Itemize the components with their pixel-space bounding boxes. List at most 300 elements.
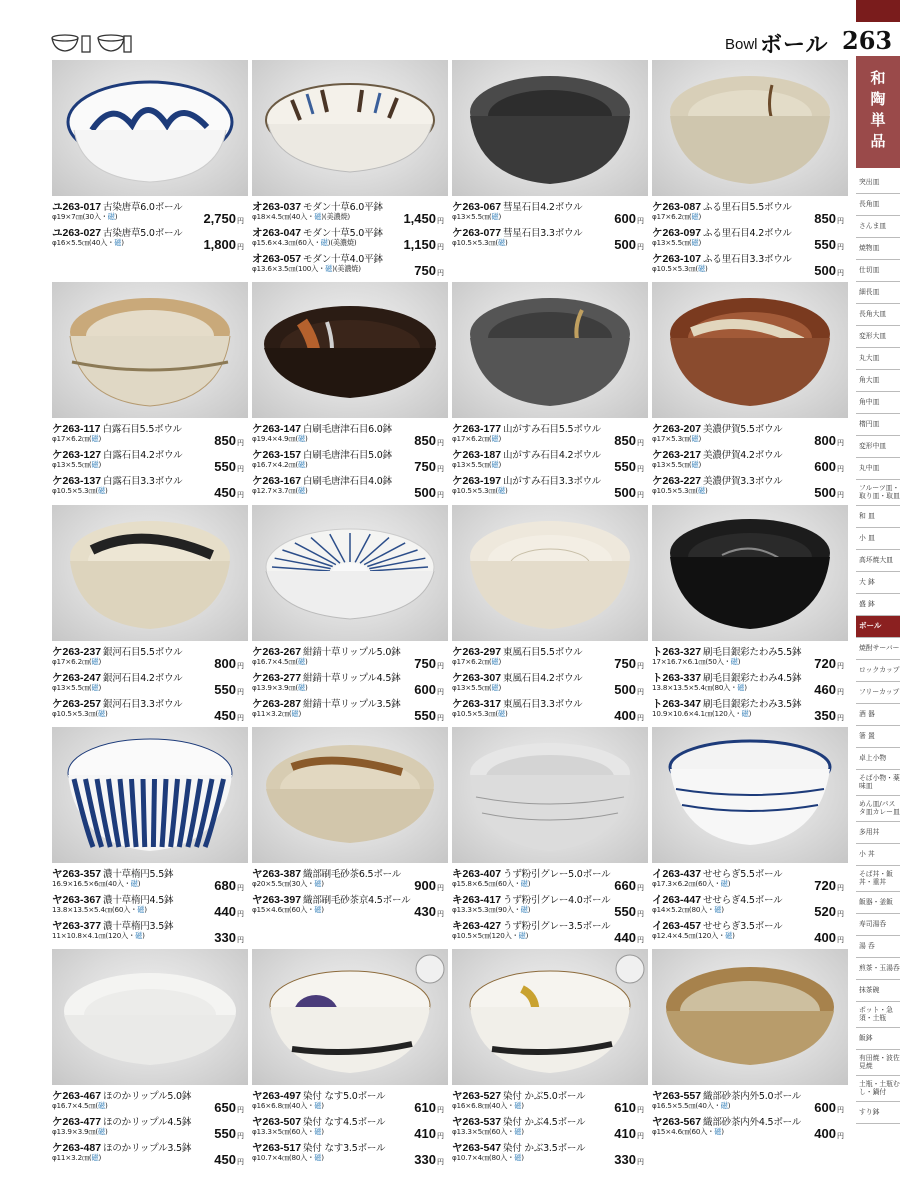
product-photo [452,505,648,641]
material-tag: 磁 [491,212,499,221]
product-name: 古染唐草5.0ボール [103,228,183,239]
material-tag: 磁 [498,238,505,247]
product-spec-line [52,905,248,918]
product-code: ケ263-137 [52,475,102,487]
nav-item[interactable]: 大 鉢 [856,572,900,594]
bowl-image [652,60,848,196]
product-name: ふる里石目4.2ボウル [703,228,792,239]
product-code: ケ263-147 [252,423,302,435]
nav-item[interactable]: ロックカップ [856,660,900,682]
material-tag: 磁 [691,238,699,247]
product-code: ヤ263-377 [52,920,102,932]
product-spec: φ10.7×4㎝(80入・磁) [452,1153,524,1162]
bowl-outline-icon [48,32,132,54]
product-price: 750円 [414,656,444,671]
material-tag: 磁 [314,1153,322,1162]
product-price: 610円 [414,1100,444,1115]
product-price: 600円 [414,682,444,697]
product-price: 450円 [214,708,244,723]
product-name: 彗星石目3.3ボウル [503,228,583,239]
product-spec: φ13×5.5㎝(磁) [652,460,702,469]
product-photo [452,949,648,1085]
nav-item[interactable]: 酒 器 [856,704,900,726]
product-cell [52,949,248,1166]
material-tag: 磁 [741,709,749,718]
product-spec: 17×16.7×6.1㎝(50入・磁) [652,657,741,666]
product-spec-line [652,709,848,722]
product-spec-line [52,931,248,944]
category-title: ボール [760,32,829,58]
bowl-type-icons [48,32,132,54]
product-code: ヤ263-397 [252,894,302,906]
product-code: ト263-337 [652,672,702,684]
product-spec: φ13×5.5㎝(磁) [52,460,102,469]
nav-item[interactable]: 煎茶・玉湯呑 [856,958,900,980]
nav-item[interactable]: 突出皿 [856,172,900,194]
material-tag: 磁 [137,905,145,914]
product-price: 450円 [214,1152,244,1167]
product-spec: φ17×6.2㎝(磁) [652,212,702,221]
product-cell [652,505,848,722]
nav-item[interactable]: 細長皿 [856,282,900,304]
product-price: 550円 [614,459,644,474]
material-tag: 磁 [91,460,99,469]
product-price: 550円 [214,459,244,474]
product-code: ケ263-077 [452,227,502,239]
nav-item[interactable]: 丸中皿 [856,458,900,480]
product-name: ほのかリップル4.5鉢 [103,1117,192,1128]
material-tag: 磁 [298,486,305,495]
material-tag: 磁 [714,905,722,914]
nav-item[interactable]: 丸大皿 [856,348,900,370]
product-spec: φ19×7㎝(30入・磁) [52,212,118,221]
product-name: 東風石目4.2ボウル [503,673,583,684]
product-photo [252,282,448,418]
product-spec: φ14×5.2㎝(80入・磁) [652,905,724,914]
category-english: Bowl [725,36,758,53]
product-code: ヤ263-387 [252,868,302,880]
product-price: 460円 [814,682,844,697]
product-code: ケ263-317 [452,698,502,710]
product-cell [52,282,248,499]
product-code: オ263-057 [252,253,302,265]
product-spec: φ15×4.6㎝(60入・磁) [652,1127,724,1136]
product-price: 400円 [614,708,644,723]
nav-item[interactable]: すり鉢 [856,1102,900,1124]
product-spec-line [252,905,448,918]
product-spec-line [452,212,648,225]
nav-item[interactable]: 楕円皿 [856,414,900,436]
product-name: 白刷毛唐津石目4.0鉢 [303,476,392,487]
product-price: 500円 [614,237,644,252]
product-name: 染付 なす4.5ボール [303,1117,386,1128]
product-spec: φ10.5×5.3㎝(磁) [452,486,508,495]
material-tag: 磁 [298,657,305,666]
nav-item[interactable]: 変形中皿 [856,436,900,458]
product-code: ヤ263-517 [252,1142,302,1154]
product-name: 東風石目3.3ボウル [503,699,583,710]
product-price: 720円 [814,878,844,893]
product-spec: φ15.6×4.3㎝(60入・磁)(美濃焼) [252,238,357,247]
product-name: 美濃伊賀3.3ボウル [703,476,783,487]
nav-item[interactable]: 高坏焼大皿 [856,550,900,572]
product-name: ふる里石目5.5ボウル [703,202,792,213]
nav-item[interactable]: 抹茶碗 [856,980,900,1002]
nav-item[interactable]: 小 丼 [856,844,900,866]
product-photo [252,727,448,863]
nav-item[interactable]: 長角大皿 [856,304,900,326]
nav-item[interactable]: さんま皿 [856,216,900,238]
product-code: イ263-447 [652,894,702,906]
product-price: 330円 [614,1152,644,1167]
product-name: うず粉引グレー5.0ボール [503,869,611,880]
product-price: 440円 [614,930,644,945]
material-tag: 磁 [498,486,505,495]
product-name: 織部刷毛砂茶京4.5ボール [303,895,411,906]
material-tag: 磁 [114,238,122,247]
product-code: ケ263-307 [452,672,502,684]
product-price: 500円 [614,682,644,697]
product-spec: φ10.5×5.3㎝(磁) [652,264,708,273]
material-tag: 磁 [107,212,115,221]
product-spec-line [252,460,448,473]
product-price: 1,450円 [403,211,444,226]
product-spec-line [652,434,848,447]
product-photo [652,727,848,863]
product-code: ヤ263-567 [652,1116,702,1128]
product-code: ケ263-087 [652,201,702,213]
nav-item[interactable]: 角大皿 [856,370,900,392]
product-spec-line [652,905,848,918]
product-code: ケ263-197 [452,475,502,487]
product-name: 銀河石目3.3ボウル [103,699,183,710]
product-spec-line [252,264,448,277]
product-name: モダン十草5.0平鉢 [303,228,383,239]
bowl-image [252,727,448,863]
product-photo [452,282,648,418]
product-spec: φ15×4.6㎝(60入・磁) [252,905,324,914]
nav-item[interactable]: 変形大皿 [856,326,900,348]
product-price: 440円 [214,904,244,919]
bowl-image [452,949,648,1085]
nav-item[interactable]: 湯 呑 [856,936,900,958]
nav-item[interactable]: 焼物皿 [856,238,900,260]
product-code: ケ263-127 [52,449,102,461]
product-price: 850円 [614,433,644,448]
product-spec: φ13×5.5㎝(磁) [652,238,702,247]
product-spec: φ10.5×5.3㎝(磁) [452,709,508,718]
product-spec-line [452,434,648,447]
product-code: ト263-347 [652,698,702,710]
product-spec: φ17×5.3㎝(磁) [652,434,702,443]
nav-item[interactable]: フリーカップ [856,682,900,704]
product-spec: 16.9×16.5×6㎝(40入・磁) [52,879,141,888]
product-price: 550円 [614,904,644,919]
material-tag: 磁 [298,434,305,443]
product-code: ケ263-297 [452,646,502,658]
bowl-image [652,727,848,863]
product-price: 750円 [614,656,644,671]
product-price: 750円 [414,459,444,474]
nav-item[interactable]: フルーツ皿・取り皿・取皿 [856,480,900,506]
bowl-image [452,727,648,863]
material-tag: 磁 [314,905,322,914]
product-name: 山がすみ石目3.3ボウル [503,476,601,487]
nav-item[interactable]: ポット・急須・土瓶 [856,1002,900,1028]
product-code: ケ263-067 [452,201,502,213]
product-code: ト263-327 [652,646,702,658]
product-price: 610円 [614,1100,644,1115]
product-code: ケ263-187 [452,449,502,461]
product-photo [52,60,248,196]
product-name: 織部砂茶内外4.5ボール [703,1117,802,1128]
product-spec: φ16.7×4.5㎝(磁) [252,657,308,666]
product-code: ケ263-267 [252,646,302,658]
product-name: 織部砂茶内外5.0ボール [703,1091,802,1102]
product-spec-line [52,1153,248,1166]
product-spec-line [52,1127,248,1140]
product-spec: φ10.7×4㎝(80入・磁) [252,1153,324,1162]
section-title-vertical: 和陶単品 [856,56,900,168]
nav-item[interactable]: 飯鉢 [856,1028,900,1050]
product-code: オ263-047 [252,227,302,239]
material-tag: 磁 [314,212,322,221]
product-name: 刷毛目銀彩たわみ3.5鉢 [703,699,802,710]
nav-item[interactable]: 角中皿 [856,392,900,414]
product-spec: φ10.5×5.3㎝(磁) [52,709,108,718]
nav-item[interactable]: 卓上小物 [856,748,900,770]
product-cell [252,60,448,277]
product-cell [652,60,848,277]
nav-item[interactable]: 長角皿 [856,194,900,216]
product-spec-line [652,1127,848,1140]
product-spec: φ18×4.5㎝(40入・磁)(美濃焼) [252,212,351,221]
bowl-image [52,727,248,863]
page-number: 263 [842,26,893,55]
material-tag: 磁 [91,434,99,443]
product-spec-line [52,709,248,722]
material-tag: 磁 [298,460,305,469]
product-spec-line [52,1101,248,1114]
material-tag: 磁 [730,657,738,666]
nav-item[interactable]: 有田焼・波佐見焼 [856,1050,900,1076]
bowl-image [252,60,448,196]
material-tag: 磁 [514,1127,522,1136]
product-spec-line [52,657,248,670]
nav-item[interactable]: 多用丼 [856,822,900,844]
product-price: 850円 [814,211,844,226]
product-name: モダン十草4.0平鉢 [303,254,383,265]
material-tag: 磁 [514,1101,522,1110]
product-cell [452,505,648,722]
product-spec: φ12.7×3.7㎝(磁) [252,486,308,495]
product-spec: φ11×3.2㎝(磁) [252,709,302,718]
product-cell [652,727,848,944]
product-code: キ263-427 [452,920,502,932]
product-code: ヤ263-537 [452,1116,502,1128]
product-price: 520円 [814,904,844,919]
product-price: 660円 [614,878,644,893]
product-cell [252,282,448,499]
nav-item[interactable]: 仕切皿 [856,260,900,282]
product-spec: φ17.3×6.2㎝(60入・磁) [652,879,731,888]
product-name: ふる里石目3.3ボウル [703,254,792,265]
nav-item[interactable]: 土瓶・土瓶むし・鍋付 [856,1076,900,1102]
product-name: 白露石目5.5ボウル [102,424,182,435]
product-name: 紺錆十草リップル3.5鉢 [303,699,401,710]
product-name: 濃十草楕円3.5鉢 [103,921,174,932]
product-spec: φ19.4×4.9㎝(磁) [252,434,308,443]
product-price: 500円 [814,263,844,278]
product-spec-line [652,931,848,944]
nav-item[interactable]: そば丼・飯丼・重丼 [856,866,900,892]
product-price: 430円 [414,904,444,919]
material-tag: 磁 [298,683,305,692]
product-price: 680円 [214,878,244,893]
product-cell [52,505,248,722]
material-tag: 磁 [691,212,699,221]
product-spec: φ13.3×5.3㎝(90入・磁) [452,905,531,914]
product-code: ケ263-107 [652,253,702,265]
product-code: ケ263-467 [52,1090,102,1102]
product-price: 600円 [814,459,844,474]
nav-item[interactable]: 盛 鉢 [856,594,900,616]
product-name: ほのかリップル3.5鉢 [103,1143,192,1154]
product-price: 500円 [814,485,844,500]
nav-item[interactable]: 和 皿 [856,506,900,528]
nav-item[interactable]: 寿司湯呑 [856,914,900,936]
product-cell [252,727,448,918]
product-code: ケ263-247 [52,672,102,684]
product-name: 染付 かぶ3.5ボール [503,1143,586,1154]
product-name: 白露石目4.2ボウル [103,450,183,461]
bowl-image [252,282,448,418]
product-code: ケ263-287 [252,698,302,710]
product-code: キ263-417 [452,894,502,906]
product-cell [452,282,648,499]
bowl-image [252,505,448,641]
product-name: 紺錆十草リップル4.5鉢 [303,673,401,684]
product-spec-line [252,879,448,892]
product-spec: φ11×3.2㎝(磁) [52,1153,102,1162]
bowl-image [52,505,248,641]
nav-item[interactable]: 箸 置 [856,726,900,748]
material-tag: 磁 [520,879,528,888]
product-cell [452,949,648,1166]
product-spec-line [652,486,848,499]
product-photo [52,505,248,641]
product-code: ヤ263-507 [252,1116,302,1128]
product-photo [52,949,248,1085]
material-tag: 磁 [491,460,499,469]
product-name: 彗星石目4.2ボウル [503,202,583,213]
material-tag: 磁 [325,264,333,273]
product-name: 濃十草楕円5.5鉢 [103,869,174,880]
material-tag: 磁 [725,931,733,940]
product-spec-line [252,657,448,670]
nav-item[interactable]: 小 皿 [856,528,900,550]
product-name: 刷毛目銀彩たわみ4.5鉢 [703,673,802,684]
product-spec: φ13.9×3.9㎝(磁) [52,1127,108,1136]
material-tag: 磁 [714,1127,722,1136]
bowl-image [52,949,248,1085]
nav-item[interactable]: めん皿/パスタ皿カレー皿 [856,796,900,822]
product-code: ケ263-477 [52,1116,102,1128]
product-name: 東風石目5.5ボウル [503,647,583,658]
product-photo [252,949,448,1085]
product-spec-line [52,434,248,447]
product-code: ユ263-027 [52,227,102,239]
product-spec: φ17×6.2㎝(磁) [52,434,102,443]
bowl-image [452,505,648,641]
nav-item[interactable]: 飯器・釜飯 [856,892,900,914]
material-tag: 磁 [514,1153,522,1162]
product-code: ケ263-277 [252,672,302,684]
product-code: ケ263-237 [52,646,102,658]
product-photo [652,949,848,1085]
product-spec: φ17×6.2㎝(磁) [452,434,502,443]
product-code: ケ263-217 [652,449,702,461]
product-code: ヤ263-497 [252,1090,302,1102]
product-name: うず粉引グレー3.5ボール [503,921,611,932]
product-price: 410円 [414,1126,444,1141]
nav-item[interactable]: そば小物・薬味皿 [856,770,900,796]
product-name: 美濃伊賀4.2ボウル [703,450,783,461]
product-spec-line [452,486,648,499]
product-spec-line [452,238,648,251]
product-spec: φ10.5×5.3㎝(磁) [52,486,108,495]
product-code: ケ263-157 [252,449,302,461]
product-code: ケ263-097 [652,227,702,239]
product-name: 織部刷毛砂茶6.5ボール [303,869,402,880]
product-spec: φ13.6×3.5㎝(100入・磁)(美濃焼) [252,264,361,273]
nav-item[interactable]: 焼酎サーバー [856,638,900,660]
product-cell [452,60,648,251]
product-code: ケ263-207 [652,423,702,435]
product-price: 850円 [414,433,444,448]
product-price: 550円 [214,1126,244,1141]
product-price: 500円 [614,485,644,500]
bowl-image [652,949,848,1085]
product-spec: 13.8×13.5×5.4㎝(80入・磁) [652,683,747,692]
bowl-image [452,60,648,196]
product-spec-line [252,486,448,499]
product-price: 1,800円 [203,237,244,252]
product-name: うず粉引グレー4.0ボール [503,895,611,906]
product-spec-line [452,657,648,670]
product-price: 400円 [814,1126,844,1141]
product-spec: φ13.3×5㎝(60入・磁) [252,1127,324,1136]
product-spec-line [452,1101,648,1114]
product-name: 染付 かぶ5.0ボール [503,1091,586,1102]
product-photo [52,727,248,863]
material-tag: 磁 [314,1101,322,1110]
product-name: せせらぎ3.5ボール [703,921,783,932]
product-spec: φ16.7×4.2㎝(磁) [252,460,308,469]
bowl-image [52,282,248,418]
product-spec-line [252,1127,448,1140]
product-spec-line [52,879,248,892]
product-photo [52,282,248,418]
product-photo [452,727,648,863]
material-tag: 磁 [518,931,526,940]
product-spec-line [452,1127,648,1140]
product-code: ケ263-117 [52,423,101,435]
material-tag: 磁 [314,879,322,888]
nav-item[interactable]: ボール [856,616,900,638]
product-code: イ263-457 [652,920,702,932]
product-spec: φ16×6.8㎝(40入・磁) [252,1101,324,1110]
